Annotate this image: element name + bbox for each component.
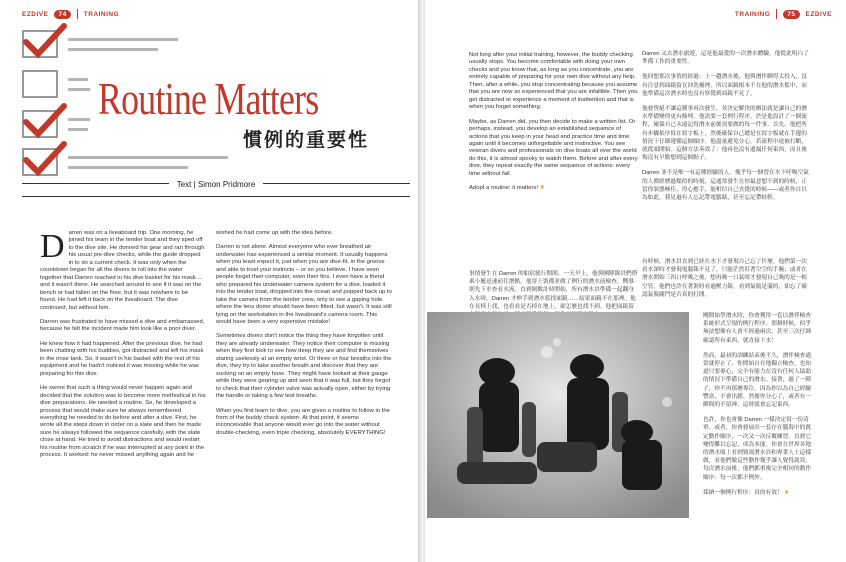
section-left: TRAINING: [83, 10, 120, 18]
byline: [22, 179, 410, 197]
column-3: [469, 52, 639, 200]
col1-p4: He swore that such a thing would never happen again and decided that the solution was to become more methodical in his dive preparations. He needed a routine. So, he developed a process that would make sure he always remembered everything he needed to do before and after a dive. First, he wrote all the steps down in order on a slate and then he made sure he always followed the sequence carefully, with the slate close at hand. He tried to avoid distractions and would restart his routine from scratch if he was interrupted at any point in the process. It worked: he never missed anything again and he: [40, 385, 206, 459]
col1-p1: arren was on a liveaboard trip. One morning, he joined his team in the tender boat and they sped off to the dive site. He donned his gear and ran through his usual pre-dive checks, while the guide dropped in to do a current check. It was only when the countdown began for all the divers to roll into the water together that Darren reached in his dive basket for his mask ... and it wasn't there. He searched around to see if it was on the bench or had fallen on the floor, but it was nowhere to be found. He had left it back on the liveaboard. The dive continued, but without him.: [40, 230, 205, 311]
right-header: [735, 7, 832, 21]
zh-top-p2: 他回想那次事情的經過：上一趟潛水後，他與潛伴聊得太投入，沒有注意到面鏡留在沖洗桶裡。所以面鏡根本不在他的潛水籃中，而他準備這次潛水時也沒有察覺到面鏡不見了。: [642, 74, 807, 97]
page-number-left: 74: [54, 10, 70, 19]
col3-p1: Not long after your initial training, however, the buddy checking usually stops. You become comfortable with doing your own checks and you know that, as long as you concentrate, you are entirely capable of preparing for your own dive without any help. Then, after a while, you stop concentrating because you assume that you are now so experienced that you are infallible. Then you get distracted or experience a moment of inattention and that is when you forget something.: [469, 52, 638, 111]
article-title: Routine Matters: [98, 73, 319, 124]
article-subtitle: 慣例的重要性: [243, 130, 370, 151]
col1-p3: He knew how it had happened. After the previous dive, he had been chatting with his buddies, got distracted and left his mask in the rinse tank. So, it wasn't in his basket with the rest of his equipment and he hadn't noticed it was missing while he was preparing for this dive.: [40, 340, 204, 377]
zh-low-p3: 也許，你也會像 Darren 一樣決定寫一份清單。或者，你會發展出一套存在腦海中的既定動作順序，一次又一次反覆練習，直到它變得難以忘記、成為本能。你會在世界各地的潛水船上看到資深潛水員和專業人士這樣做，看他們做這些動作幾乎讓人覺得詭異。每次潛水前後，他們都重複完全相同的動作順序：每一次都不例外。: [703, 417, 812, 481]
zh-low-column: [703, 312, 813, 552]
zh-mid-p1: 事情發生在 Darren 的船宿旅行期間。一天早上，他與團隊隊員們搭乘小艇迅速前往潛點。他穿上裝備並做了例行的潛水前檢查，嚮導則先下水查看水流。直到倒數計時開始，所有潛水員準備一起翻身入水時，Darren 才伸手到潛水籃找面鏡……結果面鏡不在那裡。他在長椅上找，也看看是否掉在地上，卻怎麼也找不到。他把面鏡留: [469, 271, 638, 310]
col2-p1: wished he had come up with the idea before.: [216, 230, 333, 236]
heart-icon: ❦: [539, 185, 545, 192]
col3-p3: Adopt a routine: it matters!: [469, 185, 539, 192]
col2-p4: When you first learn to dive, you are given a routine to follow in the form of the buddy check system. At that point, it seems inconceivable that anyone would ever go into the water without double-checking, even triple checking, absolutely EVERYTHING!: [216, 407, 390, 436]
heart-icon: ❦: [784, 489, 789, 496]
drop-cap: D: [40, 228, 65, 265]
brand-right: EZDIVE: [805, 10, 832, 18]
col3-p2: Maybe, as Darren did, you then decide to make a written list. Or perhaps, instead, you develop an established sequence of actions that you keep in your head and practice time and time again until it becomes unforgettable and instinctive. You see veteran divers and professionals on dive boats all over the world do this, it is almost spooky to watch them. Before and after every dive, they repeat exactly the same sequence of actions: every time without fail.: [469, 118, 638, 177]
column-2: [216, 230, 392, 444]
zh-low-p1: 剛開始學潛水時，你會獲得一套以潛伴檢查系統形式呈現的例行程序。那個時候，似乎無法想像有人會不經過兩次、甚至三次仔細確認所有東西，就直接下水！: [703, 313, 812, 344]
brand-left: EZDIVE: [22, 10, 49, 18]
zh-top-column: [642, 50, 812, 290]
page-number-right: 75: [783, 10, 799, 19]
zh-low-p4: 採納一個例行程序：真的有效！: [703, 489, 783, 496]
zh-top-p4: Darren 並不是唯一有這種經驗的人。幾乎每一個曾在水下呼吸空氣的人都經歷過類似的時刻，這通常發生在你最意想不到的時候，正當你狀態極佳、得心應手、能相信自己直覺的時候——或者你自以為如此。我見過有人忘記帶電腦錶，甚至忘記帶蛙鞋。: [642, 170, 809, 202]
left-page: [0, 0, 421, 562]
right-page: [425, 0, 846, 562]
divers-photo: [427, 312, 689, 518]
zh-mid-p2: 有時候，潛水員直到已經在水下才發現自己忘了什麼。他們第一次看水深時才發現電腦錶不見了，只能茫然盯著空空的手腕；或者在潛水開始三四口呼吸之後，想再吸一口氣時才發現自己吸的是一根空管。他們也許在著裝時看過壓力錶，看到氣瓶是滿的，卻忘了確認氣瓶閥門是否真的打開。: [642, 259, 807, 298]
byline-text: Text | Simon Pridmore: [169, 180, 264, 189]
section-right: TRAINING: [734, 10, 771, 18]
left-header: [22, 7, 119, 21]
zh-top-p3: 他發誓絕不讓這種事再次發生，並決定解決的辦法就是讓自己的潛水準備變得更有條理。他需要一套例行程序。於是他設計了一個流程，確保自己永遠記得潛水前後需要做的每一件事。首先，他把所有步驟依序寫在寫字板上，然後確保自己總是在寫字板就在手邊的情況下仔細遵循這個順序。他盡量避免分心，若流程中途被打斷，就從頭開始。這個方法奏效了：他再也沒有遺漏任何東西，而且後悔沒有早點想到這個點子。: [642, 106, 807, 162]
col1-p2: Darren was frustrated to have missed a dive and embarrassed, because he felt the incident made him look like a poor diver.: [40, 318, 205, 333]
zh-mid-left: [469, 270, 639, 312]
col2-p3: Sometimes divers don't notice the thing they have forgotten until they are already underwater. They notice their computer is missing when they first look to see how deep they are and find themselves staring uselessly at an empty wrist. Or three or four breaths into the dive, they try to take another breath and discover that they are sucking on an empty hose. They might have looked at their gauge while they were gearing up and seen that it was full, but they forgot to check that their cylinder valve was actually open, either by trying the handle or taking a few test breaths.: [216, 333, 392, 400]
zh-mid-right: [642, 258, 812, 306]
col2-p2: Darren is not alone. Almost everyone who ever breathed air underwater has experienced a similar moment. It usually happens when you least expect it, just when you are dive-fit, in the groove and able to trust your instincts – or so you believe. I have seen people forget their computer, even their fins. I even have a friend who prepared his underwater camera system for a dive, loaded it into the tender boat, dropped into the ocean and popped back up to take the camera from the tender crew, only to see a gaping hole where the lens dome should have been fitted, but wasn't. It was still lying on the workstation in the liveaboard's camera room. This would have been a very expensive mistake!: [216, 244, 392, 325]
zh-top-p1: Darren 又去潛水旅遊，這是他最愛的一次潛水體驗，他從此明白了準備工作的重要性。: [642, 51, 809, 66]
column-1: [40, 230, 206, 467]
zh-low-p2: 然而，最初的訓練結束後不久，潛伴檢查通常就停止了。你開始自在地獨立檢查，也知道只要專心，完全有能力在沒有任何人協助的情況下準備自己的潛水。接著，過了一陣子，你不再那麼專注，因為你以為自己經驗豐富、不會出錯。然後你分心了，或者有一瞬間的不留神，這時就會忘記東西。: [703, 352, 812, 409]
